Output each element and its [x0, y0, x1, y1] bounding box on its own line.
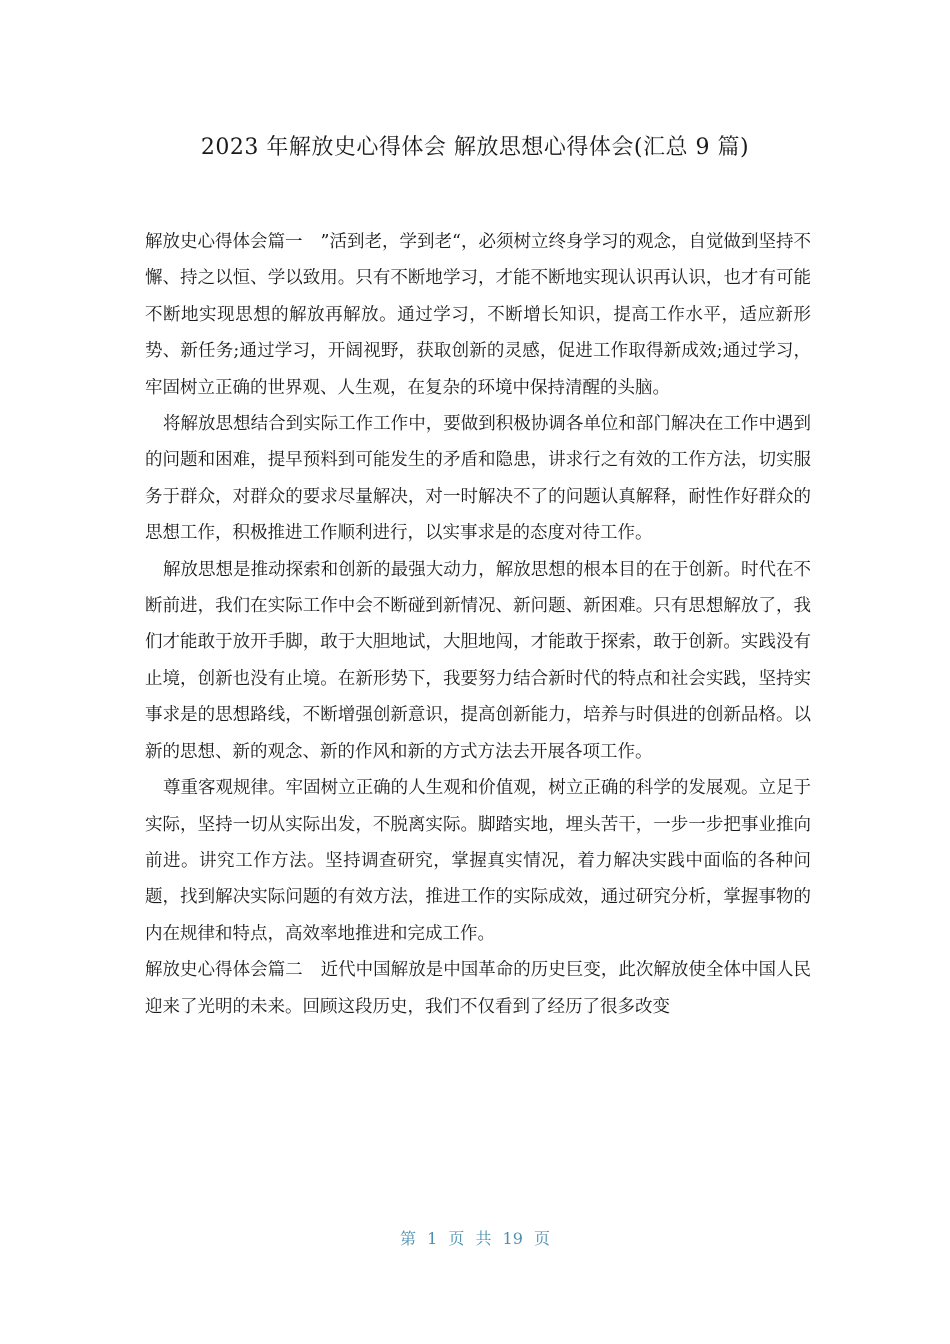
document-body — [145, 224, 811, 1025]
paragraph-2: 将解放思想结合到实际工作工作中，要做到积极协调各单位和部门解决在工作中遇到的问题和困难，提早预料到可能发生的矛盾和隐患，讲求行之有效的工作方法，切实服务于群众，对群众的要求尽量解决，对一时解决不了的问题认真解释，耐性作好群众的思想工作，积极推进工作顺利进行，以实事求是的态度对待工作。 — [145, 414, 811, 544]
section-heading-2: 解放史心得体会篇二 — [145, 960, 303, 981]
paragraph-3: 解放思想是推动探索和创新的最强大动力，解放思想的根本目的在于创新。时代在不断前进，我们在实际工作中会不断碰到新情况、新问题、新困难。只有思想解放了，我们才能敢于放开手脚，敢于大胆地试，大胆地闯，才能敢于探索，敢于创新。实践没有止境，创新也没有止境。在新形势下，我要努力结合新时代的特点和社会实践，坚持实事求是的思想路线，不断增强创新意识，提高创新能力，培养与时俱进的创新品格。以新的思想、新的观念、新的作风和新的方式方法去开展各项工作。 — [145, 559, 811, 762]
paragraph-1-text: ”活到老，学到老“，必须树立终身学习的观念，自觉做到坚持不懈、持之以恒、学以致用。只有不断地学习，才能不断地实现认识再认识，也才有可能不断地实现思想的解放再解放。通过学习，不断增长知识，提高工作水平，适应新形势、新任务;通过学习，开阔视野，获取创新的灵感，促进工作取得新成效;通过学习，牢固树立正确的世界观、人生观，在复杂的环境中保持清醒的头脑。 — [145, 232, 811, 398]
page-number-footer: 第 1 页 共 19 页 — [400, 1229, 550, 1248]
section-heading-1: 解放史心得体会篇一 — [145, 232, 303, 252]
paragraph-5 — [145, 952, 811, 1025]
document-title: 2023 年解放史心得体会 解放思想心得体会(汇总 9 篇) — [200, 135, 750, 160]
paragraph-4: 尊重客观规律。牢固树立正确的人生观和价值观，树立正确的科学的发展观。立足于实际，坚持一切从实际出发，不脱离实际。脚踏实地，埋头苦干，一步一步把事业推向前进。讲究工作方法。坚持调查研究，掌握真实情况，着力解决实践中面临的各种问题，找到解决实际问题的有效方法，推进工作的实际成效，通过研究分析，掌握事物的内在规律和特点，高效率地推进和完成工作。 — [145, 778, 811, 944]
paragraph-5-text: 近代中国解放是中国革命的历史巨变，此次解放使全体中国人民迎来了光明的未来。回顾这段历史，我们不仅看到了经历了很多改变 — [145, 960, 811, 1017]
paragraph-1 — [145, 224, 811, 406]
